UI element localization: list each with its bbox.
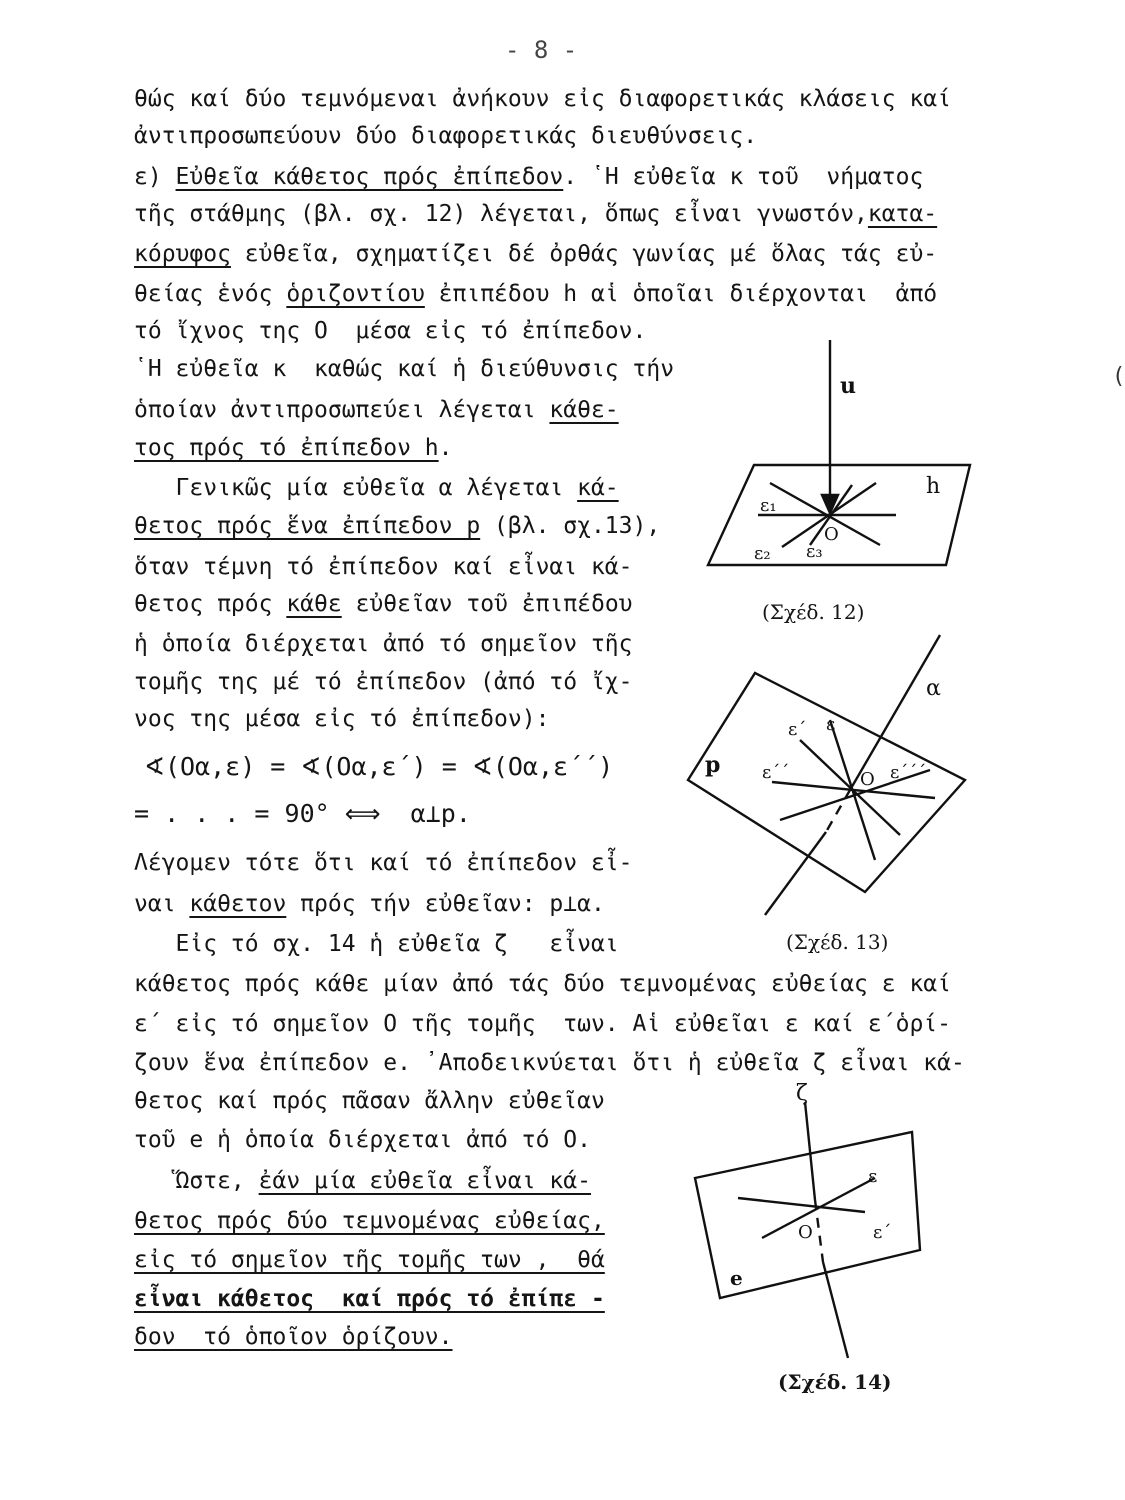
fig14-point-label: O <box>798 1222 813 1243</box>
fig12-label-e1: ε₁ <box>760 495 777 516</box>
fig12-label-e3: ε₃ <box>806 541 823 562</box>
theorem-line-3: εἰς τό σημεῖον τῆς τομῆς των , θά <box>134 1247 605 1273</box>
fig12-line-label: u <box>840 373 856 399</box>
line-e <box>738 1198 865 1212</box>
text-line-4 <box>134 199 937 229</box>
text-line-10 <box>134 433 453 463</box>
formula-line-1: ∢(Οα,ε) = ∢(Οα,ε΄) = ∢(Οα,ε΄΄) <box>144 752 614 781</box>
text-line-1: θώς καί δύο τεμνόμεναι ἀνήκουν εἰς διαφορετικάς κλάσεις καί <box>134 86 951 112</box>
line-a-dashed <box>826 790 850 832</box>
text-line-17: νος της μέσα εἰς τό ἐπίπεδον): <box>134 706 550 732</box>
text-line-14 <box>134 589 633 619</box>
fig14-plane-label: e <box>730 1266 743 1290</box>
caption-fig-13: (Σχέδ. 13) <box>786 930 889 954</box>
line-e1 <box>762 1178 875 1238</box>
text-line-8: ῾Η εὐθεῖα κ καθώς καί ἡ διεύθυνσις τήν <box>134 356 675 382</box>
underlined-term: κά- <box>577 475 619 501</box>
underlined-term: ὁριζοντίου <box>286 281 425 307</box>
section-heading: Εὐθεῖα κάθετος πρός ἐπίπεδον <box>175 164 564 190</box>
theorem-line-5: δον τό ὁποῖον ὁρίζουν. <box>134 1324 453 1350</box>
fig14-label-e: ε <box>868 1166 878 1187</box>
text-line-23: κάθετος πρός κάθε μίαν ἀπό τάς δύο τεμνομένας εὐθείας ε καί <box>134 971 951 997</box>
underlined-term: κάθε- <box>549 397 619 423</box>
fig14-label-e1: ε΄ <box>873 1222 892 1243</box>
text-span: Ὥστε, <box>134 1168 259 1194</box>
text-span: . ῾Η εὐθεῖα κ τοῦ νήματος <box>563 164 924 190</box>
fig12-point-label: O <box>824 524 839 545</box>
text-line-3 <box>134 162 923 192</box>
line-e1 <box>800 740 900 835</box>
underlined-term: κόρυφος <box>134 241 231 267</box>
text-line-11 <box>134 473 619 503</box>
formula-line-2: = . . . = 90° ⟺ α⊥p. <box>134 799 471 828</box>
text-span: πρός τήν εὐθεῖαν: p⊥α. <box>286 891 605 917</box>
underlined-term: τος πρός τό ἐπίπεδον h <box>134 435 439 461</box>
fig13-label-e3: ε΄΄΄ <box>890 762 927 783</box>
caption-fig-12: (Σχέδ. 12) <box>762 600 865 624</box>
text-span: τῆς στάθμης (βλ. σχ. 12) λέγεται, ὅπως εἶναι γνωστόν, <box>134 201 868 227</box>
text-line-20: Λέγομεν τότε ὅτι καί τό ἐπίπεδον εἶ- <box>134 850 633 876</box>
fig14-line-label: ζ <box>796 1081 808 1106</box>
text-span: (βλ. σχ.13), <box>480 513 661 539</box>
text-line-7: τό ἴχνος της Ο μέσα εἰς τό ἐπίπεδον. <box>134 318 647 344</box>
text-span: ναι <box>134 891 190 917</box>
underlined-term: θετος πρός ἕνα ἐπίπεδον p <box>134 513 481 539</box>
figure-13 <box>680 630 980 930</box>
fig13-point-label: O <box>860 769 875 790</box>
text-line-9 <box>134 395 619 425</box>
text-span: . <box>438 435 453 461</box>
text-line-22: Εἰς τό σχ. 14 ἡ εὐθεῖα ζ εἶναι <box>134 931 619 957</box>
figure-14 <box>690 1080 970 1370</box>
page-number: - 8 - <box>505 36 578 64</box>
text-span: εὐθεῖαν τοῦ ἐπιπέδου <box>341 591 633 617</box>
line-a-lower <box>765 832 826 915</box>
fig13-label-e2: ε΄΄ <box>762 762 790 783</box>
text-line-6 <box>134 279 937 309</box>
text-span: εὐθεῖα, σχηματίζει δέ ὀρθάς γωνίας μέ ὅλας τάς εὐ- <box>230 241 938 267</box>
text-line-16: τομῆς της μέ τό ἐπίπεδον (ἀπό τό ἴχ- <box>134 669 633 695</box>
theorem-text: ἐάν μία εὐθεῖα εἶναι κά- <box>258 1168 591 1194</box>
theorem-line-2: θετος πρός δύο τεμνομένας εὐθείας, <box>134 1208 605 1234</box>
text-span: ὁποίαν ἀντιπροσωπεύει λέγεται <box>134 397 550 423</box>
line-zeta-lower <box>823 1262 848 1358</box>
text-line-2: ἀντιπροσωπεύουν δύο διαφορετικάς διευθύνσεις. <box>134 123 758 149</box>
fig13-label-e: ε <box>826 714 836 735</box>
line-zeta-upper <box>805 1102 815 1200</box>
fig12-plane-label: h <box>926 474 941 499</box>
underlined-term: κάθετον <box>189 891 287 917</box>
figure-12 <box>700 335 990 595</box>
text-line-5 <box>134 239 937 269</box>
underlined-term: κατα- <box>867 201 938 227</box>
fig12-label-e2: ε₂ <box>754 543 771 564</box>
text-span: Γενικῶς μία εὐθεῖα α λέγεται <box>134 475 578 501</box>
section-marker: ε) <box>134 164 176 190</box>
fig13-label-e1: ε΄ <box>788 719 807 740</box>
text-span: ἐπιπέδου h αἱ ὁποῖαι διέρχονται ἀπό <box>424 281 938 307</box>
fig13-line-label: α <box>926 676 941 701</box>
margin-mark: ( <box>1112 364 1125 389</box>
text-line-15: ἡ ὁποία διέρχεται ἀπό τό σημεῖον τῆς <box>134 631 633 657</box>
text-line-25: ζουν ἕνα ἐπίπεδον e. ᾿Αποδεικνύεται ὅτι ἡ εὐθεῖα ζ εἶναι κά- <box>134 1050 965 1076</box>
caption-fig-14: (Σχέδ. 14) <box>778 1370 892 1394</box>
text-span: θείας ἑνός <box>134 281 287 307</box>
text-line-21 <box>134 889 605 919</box>
text-line-12 <box>134 511 660 541</box>
theorem-line-4: εἶναι κάθετος καί πρός τό ἐπίπε - <box>134 1286 605 1312</box>
text-line-28 <box>134 1166 591 1196</box>
text-line-27: τοῦ e ἡ ὁποία διέρχεται ἀπό τό Ο. <box>134 1127 591 1153</box>
text-line-26: θετος καί πρός πᾶσαν ἄλλην εὐθεῖαν <box>134 1088 605 1114</box>
text-span: θετος πρός <box>134 591 287 617</box>
underlined-term: κάθε <box>286 591 342 617</box>
text-line-24: ε΄ εἰς τό σημεῖον Ο τῆς τομῆς των. Αἱ εὐθεῖαι ε καί ε΄ὁρί- <box>134 1011 951 1037</box>
text-line-13: ὅταν τέμνη τό ἐπίπεδον καί εἶναι κά- <box>134 554 633 580</box>
fig13-plane-label: p <box>705 752 721 778</box>
